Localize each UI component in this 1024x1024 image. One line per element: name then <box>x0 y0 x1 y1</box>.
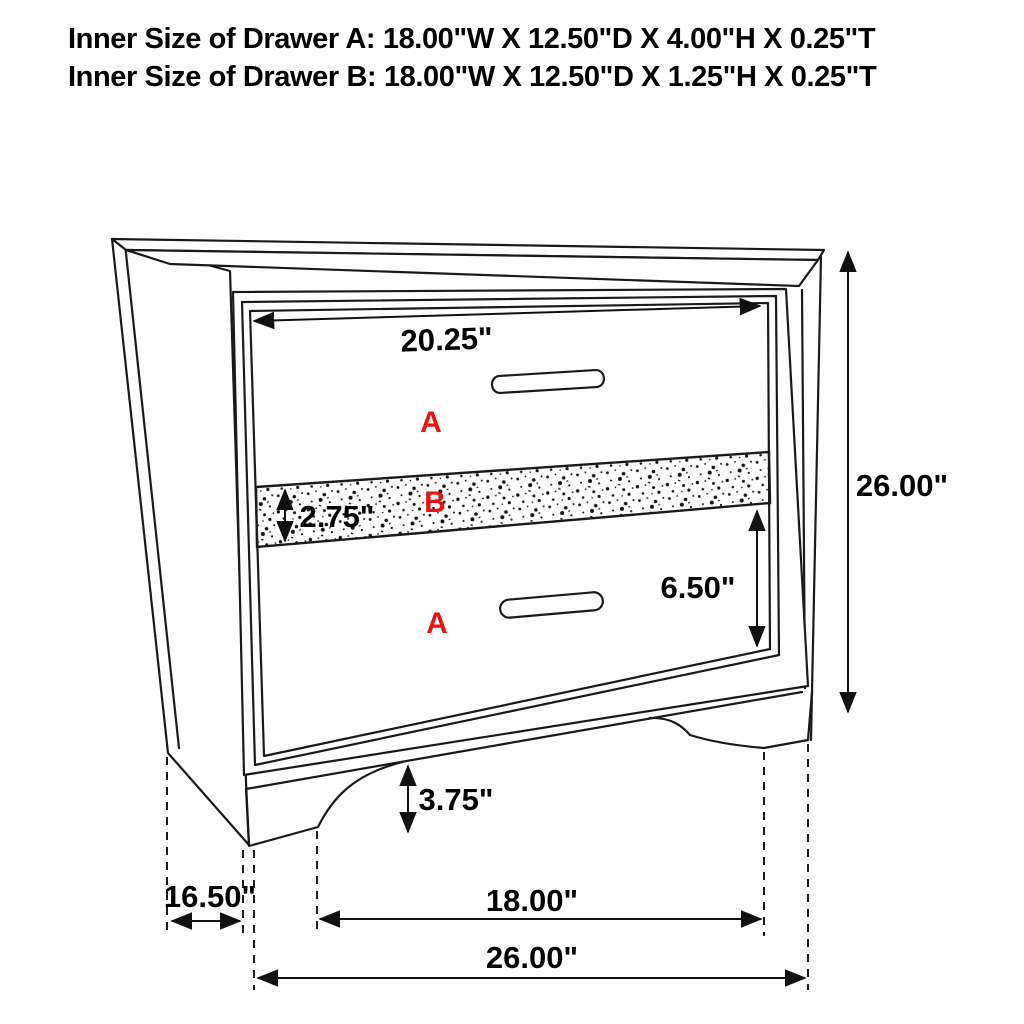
right-side-outer-edge <box>811 257 821 740</box>
overall-height-label: 26.00" <box>855 468 949 503</box>
foot-height-label: 3.75" <box>418 782 494 817</box>
inner-top-width-label: 20.25" <box>399 320 494 359</box>
side-panel <box>112 239 249 845</box>
inner-size-drawer-a-text: Inner Size of Drawer A: 18.00"W X 12.50"D X 4.00"H X 0.25"T <box>68 23 876 55</box>
drawer-b-letter: B <box>424 486 446 519</box>
overall-width-label: 26.00" <box>485 940 579 975</box>
inner-size-drawer-b-text: Inner Size of Drawer B: 18.00"W X 12.50"D X 1.25"H X 0.25"T <box>68 61 877 93</box>
between-feet-width-label: 18.00" <box>485 883 579 918</box>
side-depth-label: 16.50" <box>163 879 257 914</box>
drawer-a-top-letter: A <box>420 406 442 439</box>
drawer-b-height-label: 2.75" <box>299 499 375 534</box>
drawer-a-bottom-letter: A <box>426 607 448 640</box>
drawer-a-bottom-height-label: 6.50" <box>660 570 736 605</box>
